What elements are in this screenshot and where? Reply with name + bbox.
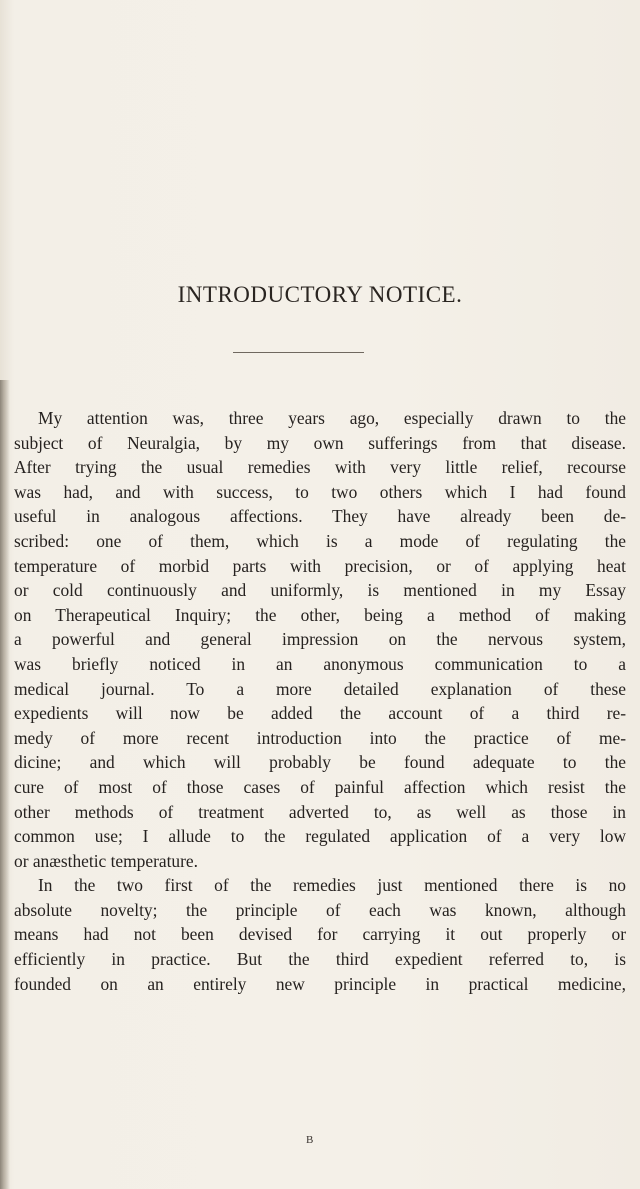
page-binding-shadow <box>0 380 10 1189</box>
text-line: common use; I allude to the regulated application of a very low <box>14 826 626 847</box>
page-title: INTRODUCTORY NOTICE. <box>177 282 463 307</box>
text-line: efficiently in practice. But the third expedient referred to, is <box>14 949 626 970</box>
body-text <box>14 406 626 996</box>
text-line: or cold continuously and uniformly, is mentioned in my Essay <box>14 580 626 601</box>
text-line: was had, and with success, to two others which I had found <box>14 481 626 502</box>
text-line: temperature of morbid parts with precision, or of applying heat <box>14 555 626 576</box>
title-rule-divider <box>233 352 364 353</box>
paragraph-2 <box>14 873 626 996</box>
text-line: means had not been devised for carrying it out properly or <box>14 924 626 945</box>
text-line: dicine; and which will probably be found adequate to the <box>14 752 626 773</box>
text-line: expedients will now be added the account of a third re- <box>14 703 626 724</box>
text-line: cure of most of those cases of painful affection which resist the <box>14 776 626 797</box>
text-line: on Therapeutical Inquiry; the other, being a method of making <box>14 604 626 625</box>
text-line: useful in analogous affections. They have already been de- <box>14 506 626 527</box>
paragraph-1 <box>14 406 626 873</box>
text-line: other methods of treatment adverted to, as well as those in <box>14 801 626 822</box>
text-line: scribed: one of them, which is a mode of regulating the <box>14 530 626 551</box>
text-line: a powerful and general impression on the nervous system, <box>14 629 626 650</box>
text-line: founded on an entirely new principle in practical medicine, <box>14 973 626 994</box>
text-line: subject of Neuralgia, by my own sufferings from that disease. <box>14 432 626 453</box>
text-line: medical journal. To a more detailed explanation of these <box>14 678 626 699</box>
text-line: or anæsthetic temperature. <box>14 850 198 871</box>
text-line: After trying the usual remedies with very little relief, recourse <box>14 457 626 478</box>
text-line: medy of more recent introduction into the practice of me- <box>14 727 626 748</box>
signature-mark: B <box>306 1134 314 1146</box>
text-line: absolute novelty; the principle of each was known, although <box>14 899 626 920</box>
text-line: was briefly noticed in an anonymous communication to a <box>14 653 626 674</box>
text-line: My attention was, three years ago, especially drawn to the <box>38 408 626 428</box>
text-line: In the two first of the remedies just mentioned there is no <box>38 875 626 896</box>
